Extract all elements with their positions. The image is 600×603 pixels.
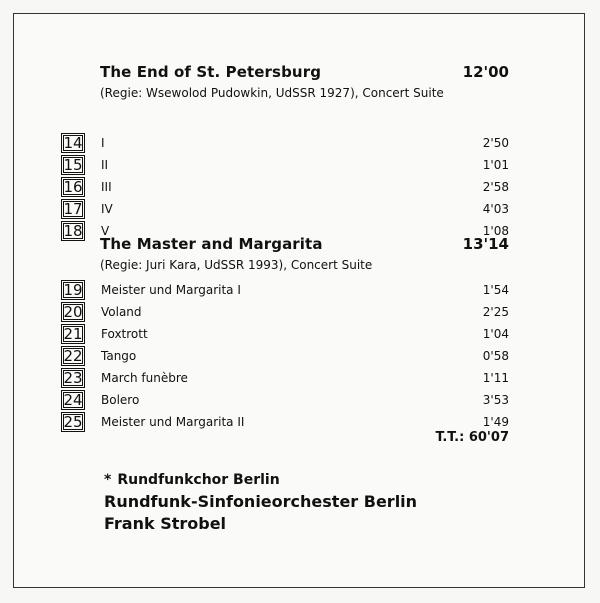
track-number: 17: [61, 199, 85, 219]
track-time: 1'04: [482, 327, 509, 341]
track-time: 2'25: [482, 305, 509, 319]
track-title: Meister und Margarita I: [101, 283, 241, 297]
track-number: 24: [61, 390, 85, 410]
work-title: The Master and Margarita: [100, 235, 323, 253]
track-row: [61, 346, 509, 366]
track-title: Meister und Margarita II: [101, 415, 245, 429]
track-title: Voland: [101, 305, 142, 319]
track-number: 21: [61, 324, 85, 344]
track-number: 23: [61, 368, 85, 388]
track-title: Bolero: [101, 393, 140, 407]
work-credit: (Regie: Juri Kara, UdSSR 1993), Concert Suite: [100, 258, 373, 272]
total-time: T.T.: 60'07: [435, 430, 509, 445]
work-duration: 12'00: [462, 63, 509, 81]
track-number: 14: [61, 133, 85, 153]
choir-credit: [104, 472, 417, 488]
track-time: 2'50: [482, 136, 509, 150]
performer-credits: [104, 472, 417, 535]
track-row: [61, 199, 509, 219]
choir-name: Rundfunkchor Berlin: [117, 472, 280, 488]
track-row: [61, 302, 509, 322]
track-number: 22: [61, 346, 85, 366]
track-title: Tango: [101, 349, 137, 363]
track-time: 3'53: [482, 393, 509, 407]
track-row: [61, 390, 509, 410]
track-time: 1'49: [482, 415, 509, 429]
track-number: 19: [61, 280, 85, 300]
orchestra-name: Rundfunk-Sinfonieorchester Berlin: [104, 492, 418, 511]
track-number: 25: [61, 412, 85, 432]
track-number: 16: [61, 177, 85, 197]
track-title: V: [101, 224, 110, 238]
track-title: IV: [101, 202, 113, 216]
track-title: III: [101, 180, 112, 194]
track-title: Foxtrott: [101, 327, 148, 341]
track-row: [61, 412, 509, 432]
track-title: II: [101, 158, 109, 172]
track-number: 20: [61, 302, 85, 322]
track-time: 4'03: [482, 202, 509, 216]
track-title: March funèbre: [101, 371, 188, 385]
track-row: [61, 133, 509, 153]
track-row: [61, 177, 509, 197]
track-row: [61, 324, 509, 344]
track-time: 1'11: [482, 371, 509, 385]
track-number: 18: [61, 221, 85, 241]
track-time: 2'58: [482, 180, 509, 194]
track-row: [61, 280, 509, 300]
track-title: I: [101, 136, 105, 150]
asterisk-mark: *: [104, 472, 112, 488]
track-time: 1'54: [482, 283, 509, 297]
track-time: 1'08: [482, 224, 509, 238]
work-credit: (Regie: Wsewolod Pudowkin, UdSSR 1927), Concert Suite: [100, 86, 444, 100]
conductor-name: Frank Strobel: [104, 514, 227, 533]
track-time: 0'58: [482, 349, 509, 363]
work-title: The End of St. Petersburg: [100, 63, 322, 81]
work-duration: 13'14: [462, 235, 509, 253]
track-row: [61, 155, 509, 175]
track-time: 1'01: [482, 158, 509, 172]
track-number: 15: [61, 155, 85, 175]
track-row: [61, 368, 509, 388]
